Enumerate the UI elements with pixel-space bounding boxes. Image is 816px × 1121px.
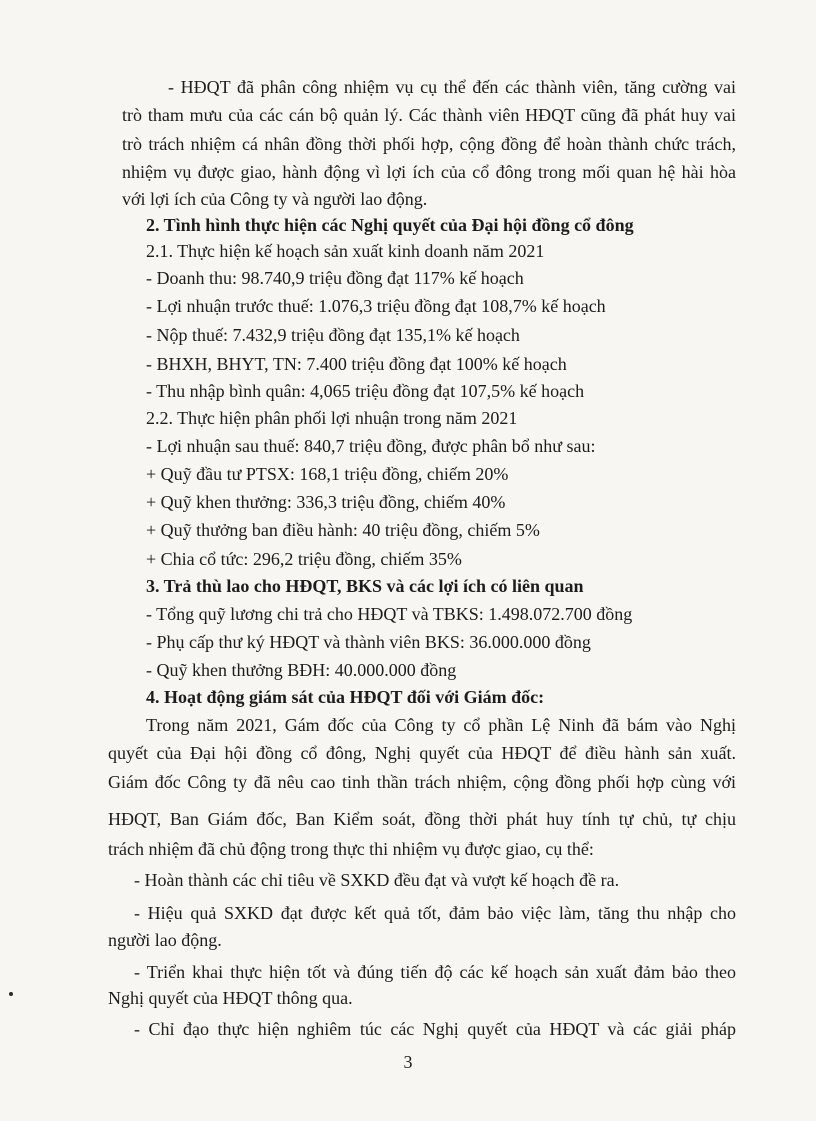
investment-fund-item: + Quỹ đầu tư PTSX: 168,1 triệu đồng, chiếm 20% bbox=[146, 464, 509, 484]
intro-line-4: nhiệm vụ được giao, hành động vì lợi ích của cổ đông trong mối quan hệ hài hòa bbox=[122, 162, 736, 182]
allowance-item: - Phụ cấp thư ký HĐQT và thành viên BKS: 36.000.000 đồng bbox=[146, 632, 591, 652]
after-tax-profit-item: - Lợi nhuận sau thuế: 840,7 triệu đồng, được phân bổ như sau: bbox=[146, 436, 596, 456]
section-2-1-subheading: 2.1. Thực hiện kế hoạch sản xuất kinh doanh năm 2021 bbox=[146, 241, 545, 261]
intro-line-3: trò trách nhiệm cá nhân đồng thời phối hợp, cộng đồng để hoàn thành chức trách, bbox=[122, 134, 736, 154]
section-4-paragraph-line-1: Trong năm 2021, Gám đốc của Công ty cổ phần Lệ Ninh đã bám vào Nghị bbox=[146, 715, 736, 735]
section-4-heading: 4. Hoạt động giám sát của HĐQT đối với Giám đốc: bbox=[146, 687, 545, 707]
bullet-implementation-line-1: - Triển khai thực hiện tốt và đúng tiến độ các kế hoạch sản xuất đảm bảo theo bbox=[134, 962, 736, 982]
section-2-heading: 2. Tình hình thực hiện các Nghị quyết của Đại hội đồng cổ đông bbox=[146, 215, 634, 235]
revenue-item: - Doanh thu: 98.740,9 triệu đồng đạt 117% kế hoạch bbox=[146, 268, 524, 288]
intro-line-5: với lợi ích của Công ty và người lao động. bbox=[122, 189, 428, 209]
reward-fund-item: + Quỹ khen thưởng: 336,3 triệu đồng, chiếm 40% bbox=[146, 492, 506, 512]
intro-line-1: - HĐQT đã phân công nhiệm vụ cụ thể đến các thành viên, tăng cường vai bbox=[168, 77, 736, 97]
section-4-paragraph-line-2: quyết của Đại hội đồng cổ đông, Nghị quyết của HĐQT để điều hành sản xuất. bbox=[108, 743, 736, 763]
bullet-efficiency-line-1: - Hiệu quả SXKD đạt được kết quả tốt, đảm bảo việc làm, tăng thu nhập cho bbox=[134, 903, 736, 923]
page-number: 3 bbox=[403, 1052, 413, 1072]
bullet-efficiency-line-2: người lao động. bbox=[108, 930, 222, 950]
average-income-item: - Thu nhập bình quân: 4,065 triệu đồng đạt 107,5% kế hoạch bbox=[146, 381, 585, 401]
bullet-direction-line-1: - Chỉ đạo thực hiện nghiêm túc các Nghị quyết của HĐQT và các giải pháp bbox=[134, 1019, 736, 1039]
pretax-profit-item: - Lợi nhuận trước thuế: 1.076,3 triệu đồng đạt 108,7% kế hoạch bbox=[146, 296, 606, 316]
section-4-paragraph-line-5: trách nhiệm đã chủ động trong thực thi nhiệm vụ được giao, cụ thể: bbox=[108, 839, 594, 859]
salary-fund-item: - Tổng quỹ lương chi trả cho HĐQT và TBKS: 1.498.072.700 đồng bbox=[146, 604, 633, 624]
intro-line-2: trò tham mưu của các cán bộ quản lý. Các thành viên HĐQT cũng đã phát huy vai bbox=[122, 105, 736, 125]
scan-speck bbox=[9, 992, 13, 996]
section-4-paragraph-line-3: Giám đốc Công ty đã nêu cao tinh thần trách nhiệm, cộng đồng phối hợp cùng với bbox=[108, 772, 736, 792]
bullet-complete-targets: - Hoàn thành các chỉ tiêu về SXKD đều đạt và vượt kế hoạch đề ra. bbox=[134, 870, 620, 890]
section-3-heading: 3. Trả thù lao cho HĐQT, BKS và các lợi ích có liên quan bbox=[146, 576, 584, 596]
bullet-implementation-line-2: Nghị quyết của HĐQT thông qua. bbox=[108, 988, 353, 1008]
insurance-item: - BHXH, BHYT, TN: 7.400 triệu đồng đạt 100% kế hoạch bbox=[146, 354, 567, 374]
section-2-2-subheading: 2.2. Thực hiện phân phối lợi nhuận trong năm 2021 bbox=[146, 408, 518, 428]
dividend-item: + Chia cổ tức: 296,2 triệu đồng, chiếm 35% bbox=[146, 549, 462, 569]
section-4-paragraph-line-4: HĐQT, Ban Giám đốc, Ban Kiểm soát, đồng thời phát huy tính tự chủ, tự chịu bbox=[108, 809, 736, 829]
tax-item: - Nộp thuế: 7.432,9 triệu đồng đạt 135,1% kế hoạch bbox=[146, 325, 520, 345]
management-bonus-item: + Quỹ thưởng ban điều hành: 40 triệu đồng, chiếm 5% bbox=[146, 520, 540, 540]
bdh-reward-item: - Quỹ khen thưởng BĐH: 40.000.000 đồng bbox=[146, 660, 457, 680]
